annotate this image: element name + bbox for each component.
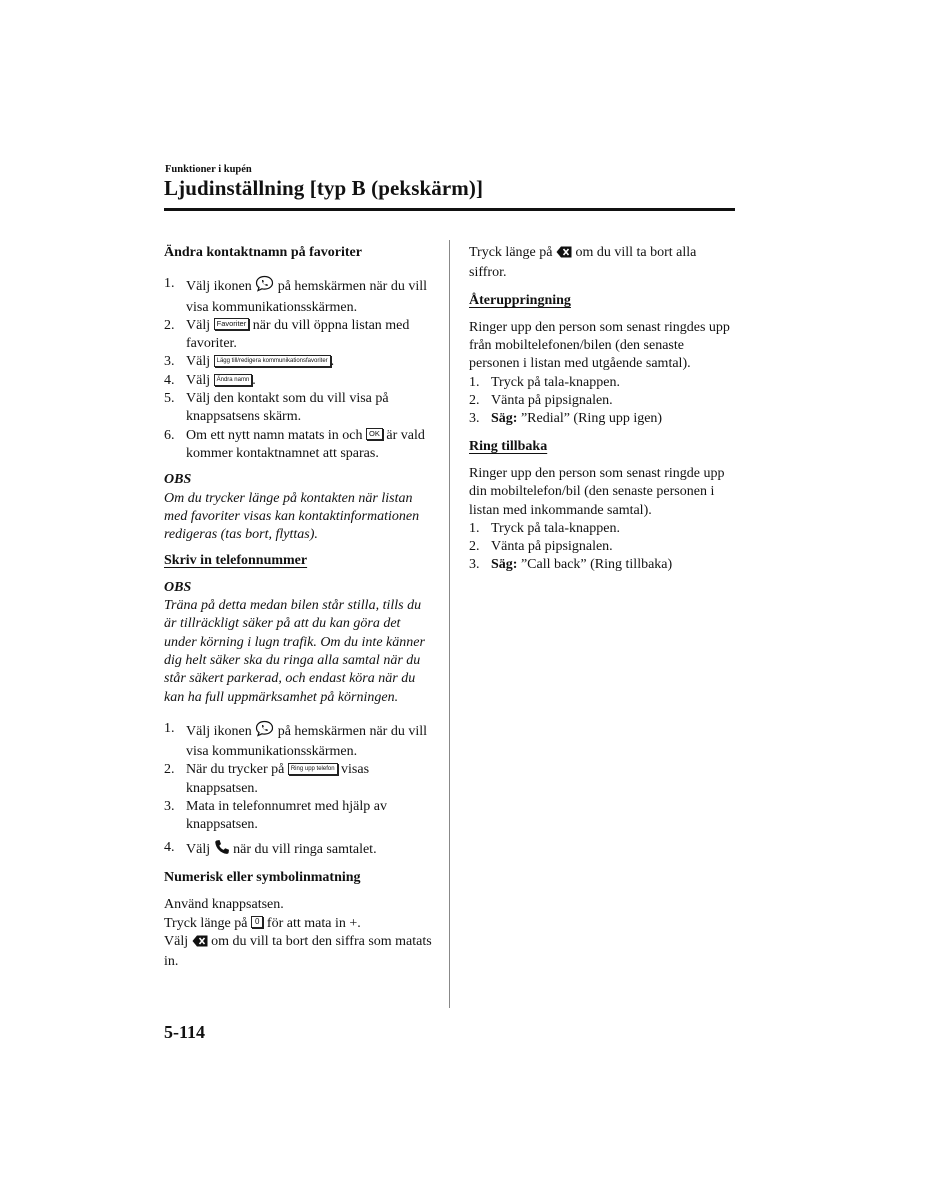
list-item: 5. Välj den kontakt som du vill visa på knappsatsens skärm. [164,391,389,425]
list-item: 1. Tryck på tala-knappen. [469,374,620,390]
phone-menu-icon [255,275,274,298]
heading-numeric-symbol-input: Numerisk eller symbolinmatning [164,869,361,885]
column-divider [449,240,450,1008]
heading-enter-phone-number: Skriv in telefonnummer [164,553,308,569]
right-column [469,244,737,575]
title-rule [164,208,735,211]
change-name-button[interactable]: Ändra namn [214,374,253,386]
heading-change-favorite-names: Ändra kontaktnamn på favoriter [164,245,362,260]
call-back-steps [469,520,737,575]
left-column [164,244,434,971]
list-item: 3. Välj Lägg till/redigera kommunikationsfavoriter . [164,354,335,370]
note-text: Om du trycker länge på kontakten när listan med favoriter visas kan kontaktinformationen redigeras (tas bort, flyttas). [164,490,420,543]
heading-redial: Återuppringning [469,292,571,308]
list-item: 4. Välj Ändra namn . [164,372,256,388]
list-item: 2. När du trycker på Ring upp telefon visas knappsatsen. [164,762,370,796]
note-text: Träna på detta medan bilen står stilla, tills du är tillräckligt säker på att du kan göra det under körning i lugn trafik. Om du inte känner dig helt säker ska du ringa alla samtal när du står säkert parkerad, och endast köra när du kan ha full uppmärksamhet på körningen. [164,598,425,705]
page-title: Ljudinställning [typ B (pekskärm)] [164,176,484,200]
list-item: 3. Säg: ”Call back” (Ring tillbaka) [469,557,673,573]
heading-call-back: Ring tillbaka [469,438,548,454]
list-item: 1. Välj ikonen på hemskärmen när du vill visa kommunikationsskärmen. [164,720,428,760]
favorites-steps [164,275,434,463]
redial-steps [469,374,737,429]
paragraph: Tryck länge på 0 för att mata in +. [164,915,361,931]
paragraph: Använd knappsatsen. [164,897,284,913]
list-item: 1. Välj ikonen på hemskärmen när du vill visa kommunikationsskärmen. [164,276,428,315]
phone-menu-icon [255,720,274,743]
section-label: Funktioner i kupén [165,164,252,175]
backspace-icon[interactable] [556,246,572,264]
note-title: OBS [164,579,192,595]
paragraph: Ringer upp den person som senast ringde upp din mobiltelefon/bil (den senaste personen i listan med inkommande samtal). [469,465,725,518]
list-item: 3. Säg: ”Redial” (Ring upp igen) [469,411,663,427]
list-item: 2. Vänta på pipsignalen. [469,393,613,409]
ok-button[interactable]: OK [366,428,383,440]
page-number: 5-114 [164,1022,206,1042]
paragraph: Ringer upp den person som senast ringdes upp från mobiltelefonen/bilen (den senaste personen i listan med utgående samtal). [469,319,730,372]
handset-icon[interactable] [214,839,230,861]
favorites-button[interactable]: Favoriter [214,318,250,330]
list-item: 2. Välj Favoriter när du vill öppna listan med favoriter. [164,317,410,352]
paragraph: Välj om du vill ta bort den siffra som matats in. [164,933,432,970]
list-item: 4. Välj när du vill ringa samtalet. [164,839,434,861]
paragraph: Tryck länge på om du vill ta bort alla siffror. [469,245,697,281]
list-item: 2. Vänta på pipsignalen. [469,539,613,555]
list-item: 3. Mata in telefonnumret med hjälp av knappsatsen. [164,799,387,833]
list-item: 6. Om ett nytt namn matats in och OK är vald kommer kontaktnamnet att sparas. [164,427,425,461]
phone-number-steps [164,720,434,861]
backspace-icon[interactable] [192,935,208,953]
add-edit-favorites-button[interactable]: Lägg till/redigera kommunikationsfavoriter [214,355,331,367]
zero-key[interactable]: 0 [251,916,263,928]
note-title: OBS [164,472,192,488]
list-item: 1. Tryck på tala-knappen. [469,520,620,536]
call-phone-button[interactable]: Ring upp telefon [288,763,338,775]
